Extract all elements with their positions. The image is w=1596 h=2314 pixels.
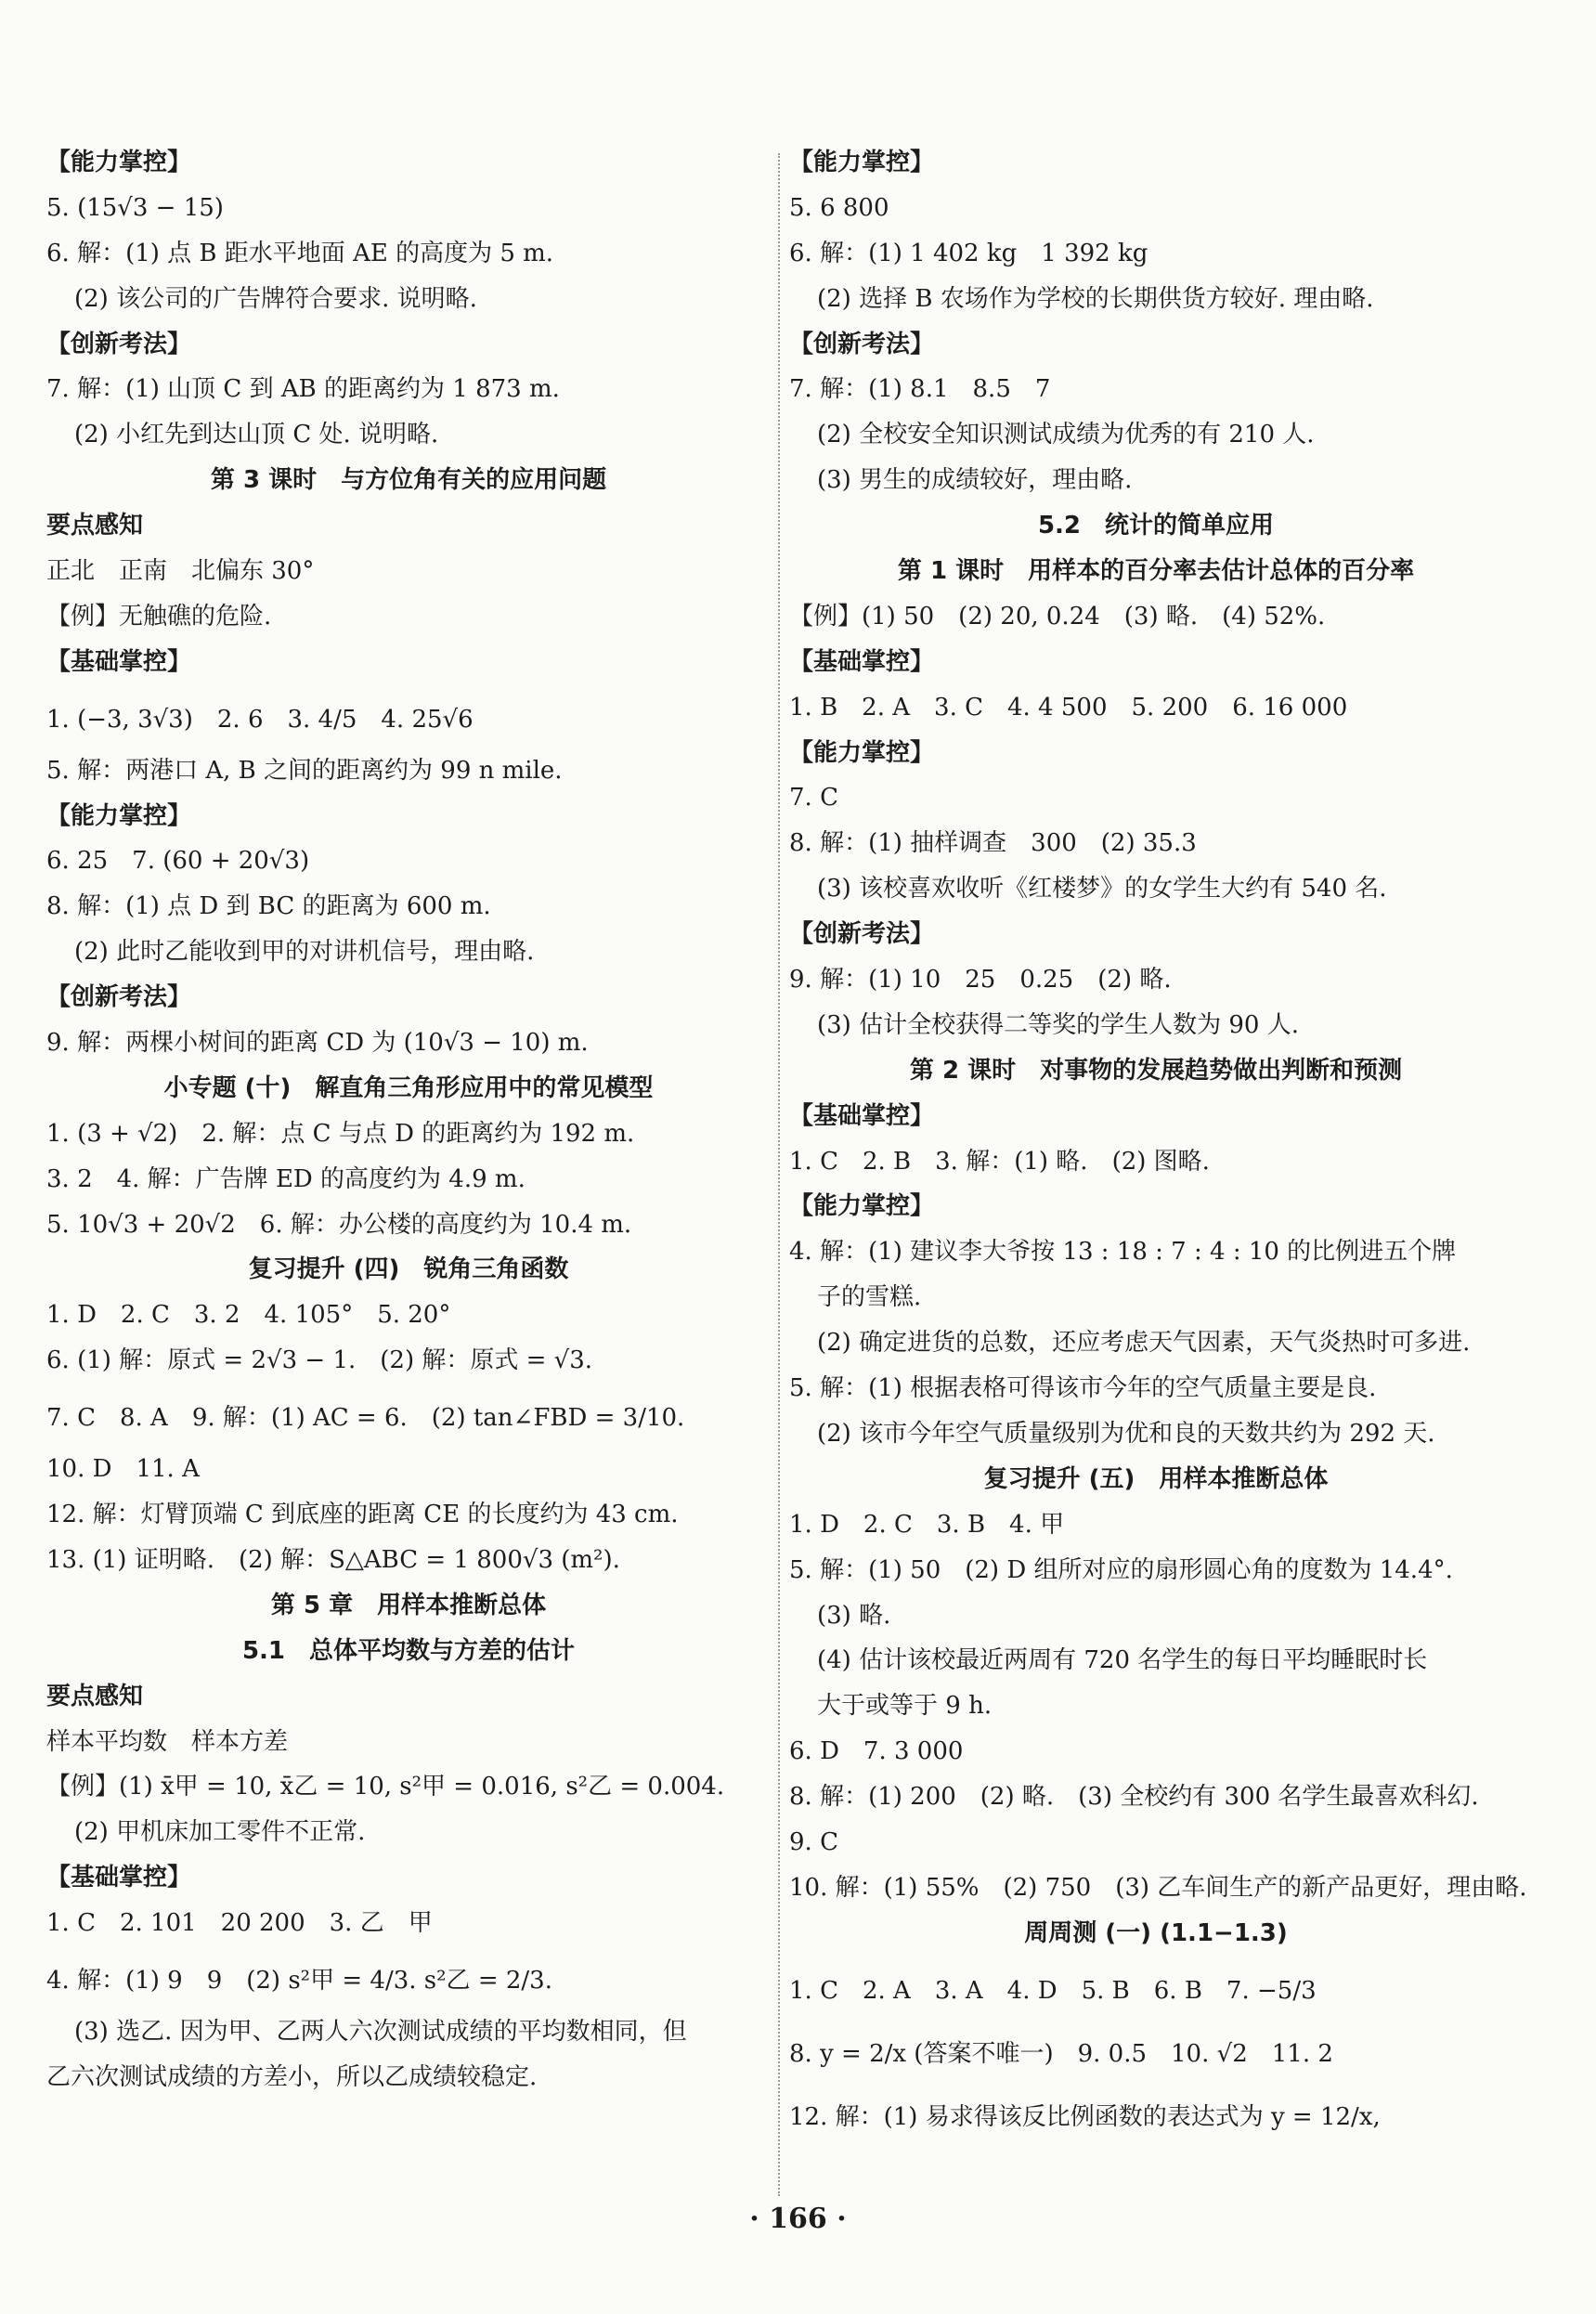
answer-line: 乙六次测试成绩的方差小，所以乙成绩较稳定.: [46, 2062, 538, 2091]
section-title: 小专题 (十) 解直角三角形应用中的常见模型: [163, 1073, 654, 1102]
answer-line: 5. 解：(1) 50 (2) D 组所对应的扇形圆心角的度数为 14.4°.: [789, 1555, 1453, 1584]
answer-line: 10. 解：(1) 55% (2) 750 (3) 乙车间生产的新产品更好，理由略.: [789, 1873, 1527, 1902]
answer-line: (2) 选择 B 农场作为学校的长期供货方较好. 理由略.: [817, 284, 1374, 313]
answer-line: 7. 解：(1) 山顶 C 到 AB 的距离约为 1 873 m.: [46, 375, 560, 404]
answer-line: 8. 解：(1) 点 D 到 BC 的距离为 600 m.: [46, 892, 491, 921]
section-title: 复习提升 (五) 用样本推断总体: [983, 1464, 1329, 1493]
section-header: 【基础掌控】: [46, 1864, 192, 1892]
section-header: 【能力掌控】: [789, 1192, 935, 1221]
section-header: 要点感知: [46, 1682, 144, 1710]
answer-line: 5. 解：两港口 A, B 之间的距离约为 99 n mile.: [46, 756, 563, 785]
answer-line: 1. (3 + √2) 2. 解：点 C 与点 D 的距离约为 192 m.: [46, 1119, 635, 1148]
answer-line: 【例】无触礁的危险.: [46, 602, 272, 630]
answer-line: 3. 2 4. 解：广告牌 ED 的高度约为 4.9 m.: [46, 1164, 526, 1193]
answer-line: (2) 该公司的广告牌符合要求. 说明略.: [74, 284, 477, 313]
answer-line: (3) 略.: [817, 1601, 891, 1630]
answer-line: 8. y = 2/x (答案不唯一) 9. 0.5 10. √2 11. 2: [789, 2039, 1333, 2068]
answer-line: 6. (1) 解：原式 = 2√3 − 1. (2) 解：原式 = √3.: [46, 1346, 593, 1375]
answer-line: (2) 全校安全知识测试成绩为优秀的有 210 人.: [817, 421, 1315, 449]
section-title: 周周测 (一) (1.1−1.3): [1024, 1918, 1288, 1947]
answer-line: 7. C 8. A 9. 解：(1) AC = 6. (2) tan∠FBD = 3/10.: [46, 1404, 685, 1433]
answer-line: 样本平均数 样本方差: [46, 1727, 289, 1756]
answer-line: 1. C 2. B 3. 解：(1) 略. (2) 图略.: [789, 1147, 1210, 1176]
answer-line: 6. D 7. 3 000: [789, 1737, 964, 1766]
section-header: 【创新考法】: [789, 920, 935, 949]
left-column: [46, 149, 771, 2109]
answer-line: (3) 该校喜欢收听《红楼梦》的女学生大约有 540 名.: [817, 875, 1387, 904]
answer-line: 9. C: [789, 1827, 838, 1856]
answer-line: 9. 解：两棵小树间的距离 CD 为 (10√3 − 10) m.: [46, 1029, 589, 1058]
column-divider: [778, 153, 780, 2196]
section-title: 5.1 总体平均数与方差的估计: [241, 1636, 576, 1665]
answer-line: 1. C 2. A 3. A 4. D 5. B 6. B 7. −5/3: [789, 1976, 1317, 2005]
answer-line: 6. 25 7. (60 + 20√3): [46, 847, 310, 876]
section-title: 复习提升 (四) 锐角三角函数: [248, 1255, 569, 1284]
answer-line: 12. 解：灯臂顶端 C 到底座的距离 CE 的长度约为 43 cm.: [46, 1501, 679, 1529]
page-number: · 166 ·: [749, 2203, 847, 2235]
answer-line: (3) 选乙. 因为甲、乙两人六次测试成绩的平均数相同，但: [74, 2017, 687, 2046]
answer-line: (2) 此时乙能收到甲的对讲机信号，理由略.: [74, 938, 535, 967]
answer-line: (2) 小红先到达山顶 C 处. 说明略.: [74, 421, 439, 449]
answer-line: 1. C 2. 101 20 200 3. 乙 甲: [46, 1909, 433, 1938]
answer-line: 正北 正南 北偏东 30°: [46, 557, 315, 586]
answer-line: 5. 解：(1) 根据表格可得该市今年的空气质量主要是良.: [789, 1374, 1377, 1403]
answer-line: 4. 解：(1) 9 9 (2) s²甲 = 4/3. s²乙 = 2/3.: [46, 1966, 552, 1995]
answer-line: 1. D 2. C 3. 2 4. 105° 5. 20°: [46, 1301, 451, 1330]
answer-line: 6. 解：(1) 1 402 kg 1 392 kg: [789, 239, 1148, 267]
answer-line: 8. 解：(1) 200 (2) 略. (3) 全校约有 300 名学生最喜欢科幻.: [789, 1783, 1479, 1812]
answer-line: 1. B 2. A 3. C 4. 4 500 5. 200 6. 16 000: [789, 693, 1348, 722]
answer-line: 5. (15√3 − 15): [46, 193, 224, 222]
answer-line: 12. 解：(1) 易求得该反比例函数的表达式为 y = 12/x,: [789, 2102, 1381, 2131]
section-title: 第 2 课时 对事物的发展趋势做出判断和预测: [909, 1056, 1403, 1085]
section-header: 【基础掌控】: [46, 647, 192, 676]
section-header: 【创新考法】: [46, 330, 192, 358]
answer-line: 10. D 11. A: [46, 1455, 200, 1484]
right-column: [789, 149, 1527, 2154]
answer-line: 5. 6 800: [789, 193, 889, 222]
section-title: 第 5 章 用样本推断总体: [270, 1591, 547, 1619]
answer-line: (2) 该市今年空气质量级别为优和良的天数共约为 292 天.: [817, 1419, 1435, 1448]
section-title: 5.2 统计的简单应用: [1037, 512, 1275, 540]
answer-line: 9. 解：(1) 10 25 0.25 (2) 略.: [789, 966, 1172, 994]
answer-line: 7. C: [789, 784, 838, 812]
section-header: 【能力掌控】: [789, 149, 935, 176]
answer-line: 子的雪糕.: [817, 1283, 922, 1312]
answer-line: (3) 估计全校获得二等奖的学生人数为 90 人.: [817, 1010, 1299, 1039]
answer-line: (2) 甲机床加工零件不正常.: [74, 1818, 366, 1847]
answer-line: 13. (1) 证明略. (2) 解：S△ABC = 1 800√3 (m²).: [46, 1545, 620, 1574]
section-header: 【能力掌控】: [46, 149, 192, 176]
section-header: 【创新考法】: [789, 330, 935, 358]
section-header: 【创新考法】: [46, 983, 192, 1012]
answer-line: 4. 解：(1) 建议李大爷按 13 : 18 : 7 : 4 : 10 的比例进五个牌: [789, 1238, 1457, 1267]
answer-line: 【例】(1) x̄甲 = 10, x̄乙 = 10, s²甲 = 0.016, s²乙 = 0.004.: [46, 1773, 725, 1801]
answer-line: 1. D 2. C 3. B 4. 甲: [789, 1510, 1065, 1539]
section-title: 第 3 课时 与方位角有关的应用问题: [210, 466, 607, 495]
answer-line: 6. 解：(1) 点 B 距水平地面 AE 的高度为 5 m.: [46, 239, 554, 267]
section-header: 【能力掌控】: [789, 738, 935, 767]
answer-line: (3) 男生的成绩较好，理由略.: [817, 466, 1133, 495]
answer-line: 8. 解：(1) 抽样调查 300 (2) 35.3: [789, 829, 1197, 858]
answer-line: 大于或等于 9 h.: [817, 1692, 993, 1721]
section-header: 要点感知: [46, 512, 144, 540]
answer-line: (2) 确定进货的总数，还应考虑天气因素，天气炎热时可多进.: [817, 1329, 1471, 1358]
section-header: 【能力掌控】: [46, 801, 192, 830]
answer-line: 1. (−3, 3√3) 2. 6 3. 4/5 4. 25√6: [46, 705, 474, 734]
section-title: 第 1 课时 用样本的百分率去估计总体的百分率: [897, 557, 1415, 586]
answer-line: 7. 解：(1) 8.1 8.5 7: [789, 375, 1051, 404]
section-header: 【基础掌控】: [789, 647, 935, 676]
answer-line: (4) 估计该校最近两周有 720 名学生的每日平均睡眠时长: [817, 1646, 1428, 1675]
section-header: 【基础掌控】: [789, 1101, 935, 1130]
answer-line: 5. 10√3 + 20√2 6. 解：办公楼的高度约为 10.4 m.: [46, 1210, 632, 1239]
answer-line: 【例】(1) 50 (2) 20, 0.24 (3) 略. (4) 52%.: [789, 602, 1326, 630]
